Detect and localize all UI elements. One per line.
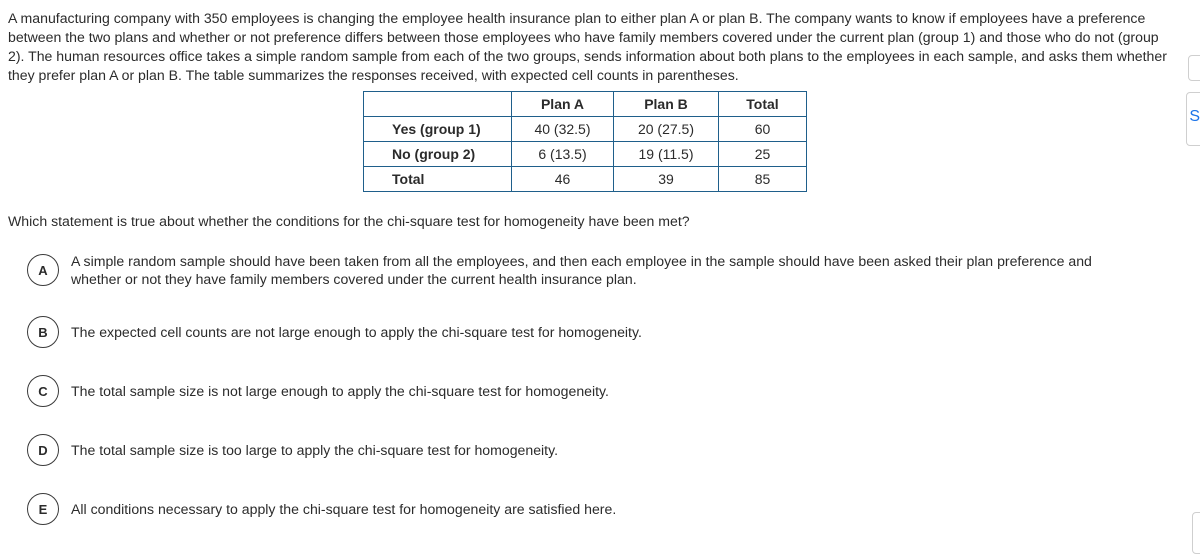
choice-a[interactable] — [27, 252, 1141, 288]
table-header-cell: Total — [719, 92, 807, 117]
table-cell: 19 (11.5) — [614, 142, 719, 167]
table-row-header: Total — [364, 167, 512, 192]
side-tab-label[interactable]: S — [1189, 108, 1200, 125]
choice-d-text[interactable]: The total sample size is too large to apply the chi-square test for homogeneity. — [71, 442, 559, 458]
table-cell: 85 — [719, 167, 807, 192]
table-cell: 6 (13.5) — [512, 142, 614, 167]
choice-a-bubble[interactable]: A — [27, 254, 59, 286]
choice-d-bubble[interactable]: D — [27, 434, 59, 466]
table-cell: 40 (32.5) — [512, 117, 614, 142]
side-panel-edge[interactable] — [1188, 55, 1200, 81]
choice-e-bubble[interactable]: E — [27, 493, 59, 525]
table-header-cell: Plan B — [614, 92, 719, 117]
table-row — [364, 117, 807, 142]
choice-c[interactable] — [27, 375, 1141, 407]
table-cell: 20 (27.5) — [614, 117, 719, 142]
table-header-row — [364, 92, 807, 117]
choice-b-text[interactable]: The expected cell counts are not large enough to apply the chi-square test for homogeneity. — [71, 324, 642, 340]
table-header-cell — [364, 92, 512, 117]
table-cell: 39 — [614, 167, 719, 192]
choice-b-bubble[interactable]: B — [27, 316, 59, 348]
choice-a-text[interactable]: A simple random sample should have been taken from all the employees, and then each employee in the sample should have been asked their plan preference and whether or not they have family members covered under the current health insurance plan. — [71, 253, 1092, 287]
table-row — [364, 167, 807, 192]
table-row-header: Yes (group 1) — [364, 117, 512, 142]
table-row — [364, 142, 807, 167]
table-cell: 25 — [719, 142, 807, 167]
table-row-header: No (group 2) — [364, 142, 512, 167]
question-stem: A manufacturing company with 350 employees is changing the employee health insurance plan to either plan A or plan B. The company wants to know if employees have a preference between the two plans and whether or not preference differs between those employees who have family members covered under the current plan (group 1) and those who do not (group 2). The human resources office takes a simple random sample from each of the two groups, sends information about both plans to the employees in each sample, and asks them whether they prefer plan A or plan B. The table summarizes the responses received, with expected cell counts in parentheses. — [8, 10, 1167, 83]
choice-d[interactable] — [27, 434, 1141, 466]
choice-e-text[interactable]: All conditions necessary to apply the chi-square test for homogeneity are satisfied here. — [71, 501, 617, 517]
choice-b[interactable] — [27, 316, 1141, 348]
data-table — [363, 91, 807, 192]
table-cell: 60 — [719, 117, 807, 142]
table-cell: 46 — [512, 167, 614, 192]
question-prompt: Which statement is true about whether the conditions for the chi-square test for homogeneity have been met? — [8, 213, 690, 229]
choice-c-text[interactable]: The total sample size is not large enough to apply the chi-square test for homogeneity. — [71, 383, 609, 399]
choice-c-bubble[interactable]: C — [27, 375, 59, 407]
table-header-cell: Plan A — [512, 92, 614, 117]
choice-e[interactable] — [27, 493, 1141, 525]
